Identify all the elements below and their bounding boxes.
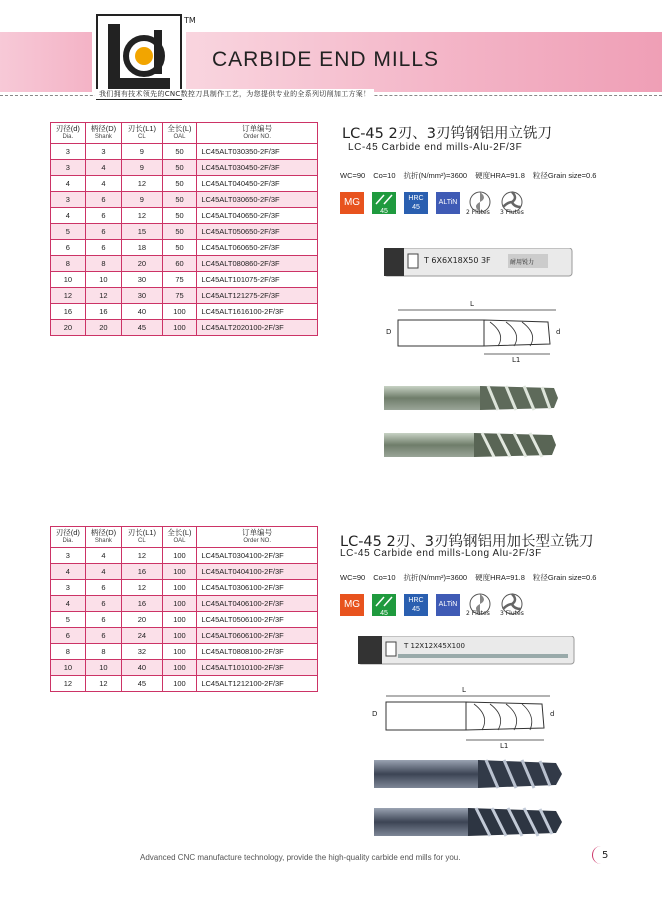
table-cell: 4 [51,176,86,192]
table-cell: 10 [51,660,86,676]
table-cell: 18 [122,240,162,256]
altin-coating-badge: ALTiN [436,594,460,616]
header-label-cn: 刃径(d) [55,528,80,537]
material-spec: 抗折(N/mm²)=3600 [403,573,468,582]
three-flute-label: 3 Flutes [500,209,524,216]
table-cell: 24 [122,628,162,644]
table-cell: 20 [51,320,86,336]
order-number-cell: LC45ALT0606100-2F/3F [197,628,318,644]
table-row [51,612,318,628]
product-box-image [384,248,574,278]
table-cell: 50 [162,208,197,224]
product-box-label: T 6X6X18X50 3F [424,256,491,265]
table-cell: 100 [162,320,197,336]
helix-angle-icon [372,192,396,214]
hrc-label: HRC [408,195,424,202]
helix-angle-value: 45 [380,610,388,617]
table-cell: 4 [85,548,121,564]
table-header-cell [122,527,162,548]
table-cell: 50 [162,176,197,192]
header-label-en: Dia. [62,134,74,140]
table-cell: 20 [85,320,121,336]
table-cell: 5 [51,612,86,628]
table-header-cell [51,527,86,548]
table-cell: 32 [122,644,162,660]
table-cell: 4 [51,596,86,612]
dim-label-l1: L1 [512,356,521,364]
table-cell: 100 [162,660,197,676]
table-cell: 8 [51,256,86,272]
table-cell: 9 [122,144,162,160]
table-cell: 4 [85,160,121,176]
table-cell: 75 [162,288,197,304]
brand-logo [96,14,182,100]
table-cell: 3 [51,192,86,208]
table-cell: 9 [122,160,162,176]
order-number-cell: LC45ALT040650-2F/3F [197,208,318,224]
order-number-cell: LC45ALT1212100-2F/3F [197,676,318,692]
table-cell: 16 [122,596,162,612]
table-cell: 6 [51,240,86,256]
order-number-cell: LC45ALT0808100-2F/3F [197,644,318,660]
hrc-label: HRC [408,597,424,604]
mg-grade-badge: MG [340,594,364,616]
section1-title-cn: LC-45 2刃、3刃钨钢铝用立铣刀 [342,126,552,142]
dimension-drawing [378,298,568,364]
table-cell: 16 [51,304,86,320]
page-title: CARBIDE END MILLS [212,48,440,71]
header-banner [0,14,662,100]
table-cell: 3 [51,548,86,564]
header-label-en: CL [138,134,146,140]
table-cell: 100 [162,596,197,612]
dim-label-l: L [462,686,466,694]
table-row [51,660,318,676]
section1-material-specs [340,170,604,181]
table-row [51,304,318,320]
table-cell: 30 [122,272,162,288]
table-header-cell [51,123,86,144]
product-box-image [358,636,576,666]
table-cell: 45 [122,676,162,692]
table-cell: 50 [162,240,197,256]
product-box-label: T 12X12X45X100 [404,642,465,650]
order-number-cell: LC45ALT0506100-2F/3F [197,612,318,628]
footer-tagline: Advanced CNC manufacture technology, provide the high-quality carbide end mills for you. [140,853,461,862]
material-spec: 硬度HRA=91.8 [475,171,525,180]
header-label-cn: 柄径(D) [90,124,117,133]
material-spec: Co=10 [373,573,396,582]
header-label-cn: 柄径(D) [90,528,117,537]
table-cell: 15 [122,224,162,240]
order-number-cell: LC45ALT030450-2F/3F [197,160,318,176]
section2-title-en: LC-45 Carbide end mills-Long Alu-2F/3F [340,548,542,559]
order-number-cell: LC45ALT0404100-2F/3F [197,564,318,580]
table-header-row [51,123,318,144]
header-label-en: Shank [94,538,112,544]
order-number-cell: LC45ALT040450-2F/3F [197,176,318,192]
table-cell: 100 [162,612,197,628]
header-label-cn: 全长(L) [167,528,192,537]
table-cell: 100 [162,628,197,644]
table-row [51,320,318,336]
table-cell: 8 [85,256,121,272]
header-label-en: Order NO. [243,134,271,140]
table-cell: 12 [51,288,86,304]
table-cell: 10 [51,272,86,288]
order-number-cell: LC45ALT030350-2F/3F [197,144,318,160]
table-cell: 3 [51,580,86,596]
spec-table-long [50,526,318,692]
material-spec: 硬度HRA=91.8 [475,573,525,582]
table-cell: 6 [85,224,121,240]
banner-left-band [0,32,92,92]
table-cell: 8 [51,644,86,660]
header-label-en: Dia. [62,538,74,544]
table-row [51,224,318,240]
material-spec: 抗折(N/mm²)=3600 [403,171,468,180]
table-cell: 12 [122,548,162,564]
order-number-cell: LC45ALT050650-2F/3F [197,224,318,240]
table-cell: 100 [162,564,197,580]
material-spec: 粒径Grain size=0.6 [532,573,597,582]
table-row [51,208,318,224]
table-row [51,256,318,272]
table-cell: 20 [122,256,162,272]
table-cell: 6 [85,628,121,644]
three-flute-label: 3 Flutes [500,610,524,617]
table-cell: 50 [162,144,197,160]
table-row [51,160,318,176]
dim-label-d-shank: D [372,710,378,718]
table-header-cell [197,123,318,144]
table-row [51,548,318,564]
table-cell: 100 [162,676,197,692]
table-cell: 4 [51,208,86,224]
table-row [51,628,318,644]
material-spec: 粒径Grain size=0.6 [532,171,597,180]
table-cell: 60 [162,256,197,272]
table-cell: 45 [122,320,162,336]
table-cell: 5 [51,224,86,240]
header-label-en: Order NO. [243,538,271,544]
hrc-badge [404,192,428,214]
header-label-en: CL [138,538,146,544]
table-cell: 10 [85,660,121,676]
table-cell: 12 [85,288,121,304]
table-cell: 12 [122,208,162,224]
header-label-en: OAL [173,134,186,140]
table-cell: 12 [122,580,162,596]
long-end-mill-photo-2f [374,758,564,790]
table-cell: 50 [162,192,197,208]
altin-coating-badge: ALTiN [436,192,460,214]
product-box-tag: 耐用锐力 [510,259,535,266]
order-number-cell: LC45ALT080860-2F/3F [197,256,318,272]
order-number-cell: LC45ALT121275-2F/3F [197,288,318,304]
end-mill-photo-3f [384,430,560,460]
table-row [51,176,318,192]
table-row [51,192,318,208]
table-cell: 6 [85,596,121,612]
material-spec: Co=10 [373,171,396,180]
table-row [51,644,318,660]
dim-label-l: L [470,300,474,308]
table-row [51,272,318,288]
two-flute-label: 2 Flutes [466,610,490,617]
material-spec: WC=90 [340,171,366,180]
header-label-en: OAL [173,538,186,544]
header-label-cn: 刃径(d) [55,124,80,133]
header-label-cn: 订单编号 [242,528,273,537]
order-number-cell: LC45ALT0304100-2F/3F [197,548,318,564]
end-mill-photo-2f [384,383,560,413]
order-number-cell: LC45ALT2020100-2F/3F [197,320,318,336]
section1-title-en: LC-45 Carbide end mills-Alu-2F/3F [348,142,523,153]
table-cell: 6 [85,612,121,628]
table-cell: 16 [85,304,121,320]
table-cell: 4 [85,564,121,580]
table-cell: 16 [122,564,162,580]
table-row [51,240,318,256]
dim-label-l1: L1 [500,742,509,750]
table-cell: 100 [162,644,197,660]
slogan-text: 我们拥有技术领先的CNC数控刀具制作工艺，为您提供专业的全系列切削加工方案！ [95,89,374,99]
table-header-cell [85,527,121,548]
table-cell: 6 [51,628,86,644]
table-row [51,144,318,160]
header-label-cn: 刃长(L1) [127,528,157,537]
table-header-cell [162,527,197,548]
table-cell: 12 [51,676,86,692]
table-cell: 3 [85,144,121,160]
spec-table-standard [50,122,318,336]
table-row [51,580,318,596]
table-row [51,564,318,580]
material-spec: WC=90 [340,573,366,582]
table-row [51,288,318,304]
trademark-mark: TM [184,16,196,25]
order-number-cell: LC45ALT0306100-2F/3F [197,580,318,596]
table-cell: 8 [85,644,121,660]
order-number-cell: LC45ALT030650-2F/3F [197,192,318,208]
page-number: 5 [602,850,609,861]
header-label-cn: 全长(L) [167,124,192,133]
header-label-cn: 订单编号 [242,124,273,133]
table-cell: 10 [85,272,121,288]
order-number-cell: LC45ALT060650-2F/3F [197,240,318,256]
order-number-cell: LC45ALT1616100-2F/3F [197,304,318,320]
table-cell: 100 [162,580,197,596]
table-cell: 3 [51,160,86,176]
dim-label-d-cut: d [556,328,561,336]
hrc-value: 45 [412,606,420,613]
helix-angle-icon [372,594,396,616]
table-row [51,676,318,692]
table-cell: 3 [51,144,86,160]
table-header-cell [162,123,197,144]
two-flute-label: 2 Flutes [466,209,490,216]
table-cell: 12 [85,676,121,692]
dim-label-d-shank: D [386,328,392,336]
table-cell: 12 [122,176,162,192]
table-header-cell [85,123,121,144]
table-header-cell [122,123,162,144]
dimension-drawing [366,684,566,750]
mg-grade-badge: MG [340,192,364,214]
table-cell: 4 [85,176,121,192]
table-cell: 100 [162,548,197,564]
table-cell: 40 [122,304,162,320]
table-cell: 40 [122,660,162,676]
order-number-cell: LC45ALT0406100-2F/3F [197,596,318,612]
table-row [51,596,318,612]
section2-title-cn: LC-45 2刃、3刃钨钢铝用加长型立铣刀 [340,534,594,550]
section2-material-specs [340,572,604,583]
table-cell: 100 [162,304,197,320]
table-cell: 30 [122,288,162,304]
dim-label-d-cut: d [550,710,555,718]
header-label-en: Shank [94,134,112,140]
table-cell: 6 [85,208,121,224]
table-header-cell [197,527,318,548]
table-cell: 75 [162,272,197,288]
header-label-cn: 刃长(L1) [127,124,157,133]
table-cell: 6 [85,580,121,596]
table-header-row [51,527,318,548]
table-cell: 50 [162,160,197,176]
order-number-cell: LC45ALT1010100-2F/3F [197,660,318,676]
hrc-value: 45 [412,204,420,211]
order-number-cell: LC45ALT101075-2F/3F [197,272,318,288]
table-cell: 6 [85,240,121,256]
table-cell: 9 [122,192,162,208]
helix-angle-value: 45 [380,208,388,215]
long-end-mill-photo-3f [374,806,564,838]
hrc-badge [404,594,428,616]
table-cell: 6 [85,192,121,208]
table-cell: 4 [51,564,86,580]
table-cell: 20 [122,612,162,628]
table-cell: 50 [162,224,197,240]
